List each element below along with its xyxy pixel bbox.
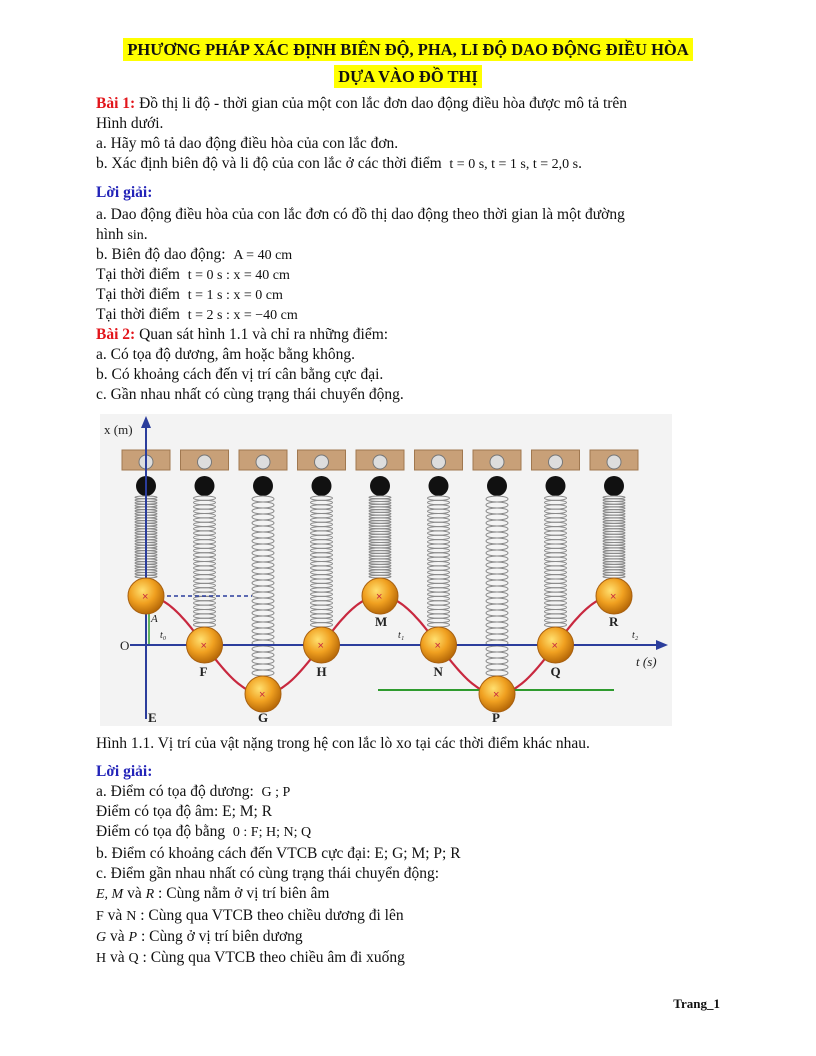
solution1-t0: Tại thời điểm t = 0 s : x = 40 cm — [96, 266, 290, 283]
hook-icon — [490, 455, 504, 469]
t2-label: t₂ — [632, 630, 639, 641]
point-label-Q: Q — [550, 664, 561, 679]
bai2-question-c: c. Gần nhau nhất có cùng trạng thái chuyển động. — [96, 386, 404, 403]
hook-icon — [198, 455, 212, 469]
point-label-P: P — [492, 710, 500, 725]
hook-icon — [432, 455, 446, 469]
page-number: Trang_1 — [673, 996, 720, 1011]
figure-caption: Hình 1.1. Vị trí của vật nặng trong hệ con lắc lò xo tại các thời điểm khác nhau. — [96, 735, 590, 752]
point-label-E: E — [148, 710, 157, 725]
spring-top-knob — [604, 476, 624, 496]
spring-top-knob — [253, 476, 273, 496]
bai1-statement-cont: Hình dưới. — [96, 115, 164, 132]
bai1-statement: Bài 1: Đồ thị li độ - thời gian của một con lắc đơn dao động điều hòa được mô tả trên — [96, 95, 628, 112]
bai2-question-a: a. Có tọa độ dương, âm hoặc bằng không. — [96, 346, 355, 363]
point-label-H: H — [316, 664, 327, 679]
solution1-a-line1: a. Dao động điều hòa của con lắc đơn có đồ thị dao động theo thời gian là một đường — [96, 206, 625, 223]
bai1-question-a: a. Hãy mô tả dao động điều hòa của con lắc đơn. — [96, 135, 399, 152]
bai2-question-b: b. Có khoảng cách đến vị trí cân bằng cực đại. — [96, 366, 384, 383]
spring-top-knob — [429, 476, 449, 496]
x-axis-label: t (s) — [636, 654, 657, 669]
ball-center-mark: × — [610, 591, 617, 603]
y-axis-label: x (m) — [104, 422, 133, 437]
t0-label: t₀ — [160, 630, 167, 641]
solution2-c1: E, M và R : Cùng nằm ở vị trí biên âm — [96, 885, 330, 902]
solution1-a-line2: hình sin. — [96, 226, 148, 243]
solution1-t2: Tại thời điểm t = 2 s : x = −40 cm — [96, 306, 298, 323]
ball-center-mark: × — [142, 591, 149, 603]
spring-oscillation-figure — [100, 414, 672, 726]
page-title-line2: DỰA VÀO ĐỒ THỊ — [100, 65, 716, 89]
bai2-statement: Bài 2: Quan sát hình 1.1 và chỉ ra những điểm: — [96, 326, 389, 343]
solution1-t1: Tại thời điểm t = 1 s : x = 0 cm — [96, 286, 283, 303]
hook-icon — [256, 455, 270, 469]
ball-center-mark: × — [376, 591, 383, 603]
hook-icon — [549, 455, 563, 469]
origin-label: O — [120, 638, 130, 653]
spring-top-knob — [312, 476, 332, 496]
solution1-amplitude: b. Biên độ dao động: A = 40 cm — [96, 246, 293, 263]
solution1-heading: Lời giải: — [96, 184, 153, 201]
hook-icon — [315, 455, 329, 469]
point-label-G: G — [258, 710, 269, 725]
bai1-question-b: b. Xác định biên độ và li độ của con lắc ở các thời điểm t = 0 s, t = 1 s, t = 2,0 s. — [96, 155, 582, 172]
solution2-zero: Điểm có tọa độ bằng 0 : F; H; N; Q — [96, 823, 312, 840]
spring-top-knob — [487, 476, 507, 496]
spring-top-knob — [195, 476, 215, 496]
solution2-c2: F và N : Cùng qua VTCB theo chiều dương đi lên — [96, 907, 404, 924]
amplitude-label: A — [151, 613, 158, 625]
hook-icon — [607, 455, 621, 469]
solution2-c-heading: c. Điểm gần nhau nhất có cùng trạng thái chuyển động: — [96, 865, 440, 882]
solution2-positive: a. Điểm có tọa độ dương: G ; P — [96, 783, 291, 800]
solution2-negative: Điểm có tọa độ âm: E; M; R — [96, 803, 273, 820]
t1-label: t₁ — [398, 630, 405, 641]
ball-center-mark: × — [551, 640, 558, 652]
ball-center-mark: × — [259, 689, 266, 701]
point-label-M: M — [375, 614, 388, 629]
solution2-max-distance: b. Điểm có khoảng cách đến VTCB cực đại: E; G; M; P; R — [96, 845, 461, 862]
point-label-N: N — [433, 664, 443, 679]
point-label-F: F — [199, 664, 208, 679]
page-title-line1: PHƯƠNG PHÁP XÁC ĐỊNH BIÊN ĐỘ, PHA, LI ĐỘ DAO ĐỘNG ĐIỀU HÒA — [100, 38, 716, 62]
ball-center-mark: × — [200, 640, 207, 652]
ball-center-mark: × — [493, 689, 500, 701]
hook-icon — [373, 455, 387, 469]
spring-top-knob — [370, 476, 390, 496]
spring-top-knob — [546, 476, 566, 496]
solution2-c4: H và Q : Cùng qua VTCB theo chiều âm đi xuống — [96, 949, 405, 966]
ball-center-mark: × — [434, 640, 441, 652]
solution2-c3: G và P : Cùng ở vị trí biên dương — [96, 928, 303, 945]
ball-center-mark: × — [317, 640, 324, 652]
solution2-heading: Lời giải: — [96, 763, 153, 780]
point-label-R: R — [609, 614, 619, 629]
